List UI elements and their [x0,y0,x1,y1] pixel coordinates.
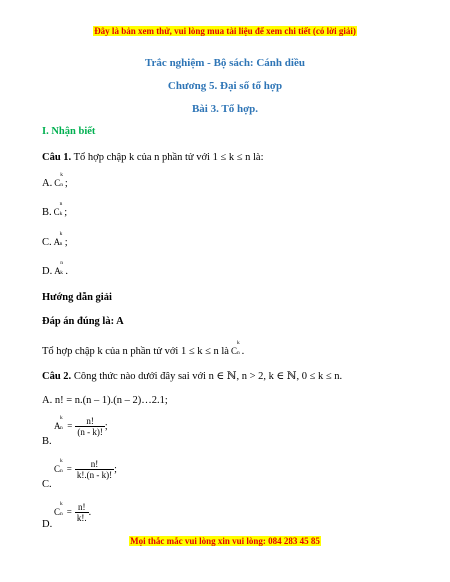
section-heading: I. Nhận biết [42,126,96,137]
contact-banner: Mọi thắc mắc vui lòng xin vui lòng: 084 283 45 85 [130,536,320,546]
q1-option-c[interactable]: C. A k n ; [42,231,68,248]
chapter-title: Chương 5. Đại số tổ hợp [167,80,283,92]
q2-option-d[interactable]: C k n = $\frac{n!}{k!.}$ . [54,500,92,523]
question-1: Câu 1. Tổ hợp chập k của n phần tử với 1 ≤ k ≤ n là: [42,152,264,163]
explanation: Tổ hợp chập k của n phần tử với 1 ≤ k ≤ n là C k n . [42,340,245,357]
q2-option-a[interactable]: A. n! = n.(n – 1).(n – 2)…2.1; [42,395,168,406]
q2-option-c-label: C. [42,479,52,490]
q2-option-b[interactable]: A k n = $\frac{n!}{(n - k)!}$ ; [54,414,108,437]
q1-option-b[interactable]: B. C n k ; [42,201,68,218]
course-title: Trắc nghiệm - Bộ sách: Cánh diều [145,57,305,69]
q2-option-d-label: D. [42,519,53,530]
q1-option-d[interactable]: D. A n k . [42,260,68,277]
guide-heading: Hướng dẫn giải [42,292,112,303]
question-2: Câu 2. Công thức nào dưới đây sai với n ∈ ℕ, n > 2, k ∈ ℕ, 0 ≤ k ≤ n. [42,371,343,382]
answer-text: Đáp án đúng là: A [42,316,124,327]
preview-banner: Đây là bản xem thử, vui lòng mua tài liệu để xem chi tiết (có lời giải) [94,26,356,36]
q2-option-b-label: B. [42,436,52,447]
q1-option-a[interactable]: A. C k n ; [42,172,68,189]
lesson-title: Bài 3. Tổ hợp. [191,103,259,115]
q2-option-c[interactable]: C k n = $\frac{n!}{k!.(n - k)!}$ ; [54,457,117,480]
